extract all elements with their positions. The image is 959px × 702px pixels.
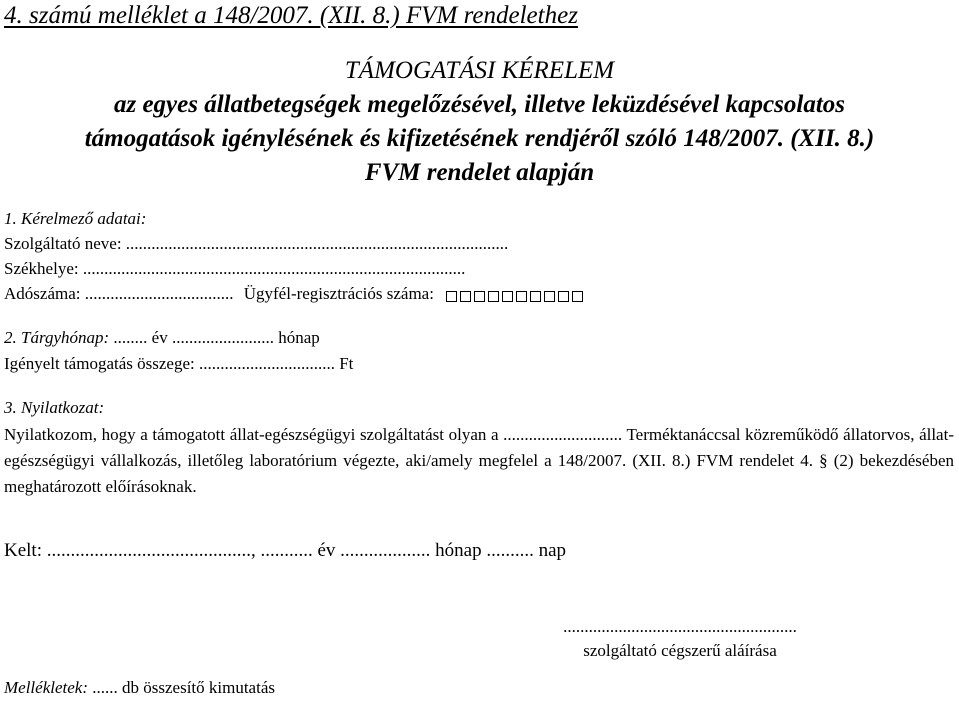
- provider-name-field: Szolgáltató neve: ..........................................................................................: [4, 234, 509, 253]
- registration-digit-box: [558, 291, 569, 302]
- registration-digit-box: [530, 291, 541, 302]
- title-line-2: az egyes állatbetegségek megelőzésével, illetve leküzdésével kapcsolatos: [113, 91, 846, 118]
- client-registration-label: Ügyfél-regisztrációs száma:: [243, 284, 434, 303]
- registration-digit-box: [544, 291, 555, 302]
- section-3-heading: 3. Nyilatkozat:: [4, 398, 105, 417]
- attachments-label: Mellékletek:: [4, 678, 88, 697]
- signature-block: [555, 615, 805, 663]
- signature-label: szolgáltató cégszerű aláírása: [583, 641, 777, 660]
- seat-field: Székhelye: ..........................................................................................: [4, 259, 466, 278]
- registration-digit-box: [502, 291, 513, 302]
- annex-reference: 4. számú melléklet a 148/2007. (XII. 8.) FVM rendelethez: [4, 2, 578, 29]
- amount-field: Igényelt támogatás összege: ................................ Ft: [4, 354, 354, 373]
- period-line: [4, 328, 320, 348]
- title-line-1: TÁMOGATÁSI KÉRELEM: [344, 57, 615, 84]
- dated-line: Kelt: ..........................................., ........... év ................... hónap .......... nap: [4, 540, 567, 561]
- period-field: ........ év ........................ hónap: [109, 328, 320, 347]
- registration-digit-box: [516, 291, 527, 302]
- attachments-line: [4, 678, 275, 698]
- registration-digit-box: [572, 291, 583, 302]
- title-line-3: támogatások igénylésének és kifizetésének rendjéről szóló 148/2007. (XII. 8.): [84, 125, 875, 152]
- client-registration-boxes: [446, 285, 586, 305]
- tax-and-registration-line: [4, 284, 586, 305]
- document-title: [0, 54, 959, 190]
- registration-digit-box: [488, 291, 499, 302]
- declaration-text: Nyilatkozom, hogy a támogatott állat-egészségügyi szolgáltatást olyan a ............................ Terméktanáccsal közreműködő állatorvos, állat-egészségügyi vállalkozás, illetőleg laboratórium végezte, aki/amely megfelel a 148/2007. (XII. 8.) FVM rendelet 4. § (2) bekezdésében meghatározott előírásoknak.: [4, 425, 954, 496]
- registration-digit-box: [460, 291, 471, 302]
- registration-digit-box: [446, 291, 457, 302]
- section-1-heading: 1. Kérelmező adatai:: [4, 209, 147, 228]
- signature-dots: .......................................................: [563, 617, 797, 636]
- registration-digit-box: [474, 291, 485, 302]
- attachments-text: ...... db összesítő kimutatás: [88, 678, 275, 697]
- tax-number-field: Adószáma: ...................................: [4, 284, 234, 303]
- title-line-4: FVM rendelet alapján: [364, 159, 595, 186]
- section-2-heading: 2. Tárgyhónap:: [4, 328, 110, 347]
